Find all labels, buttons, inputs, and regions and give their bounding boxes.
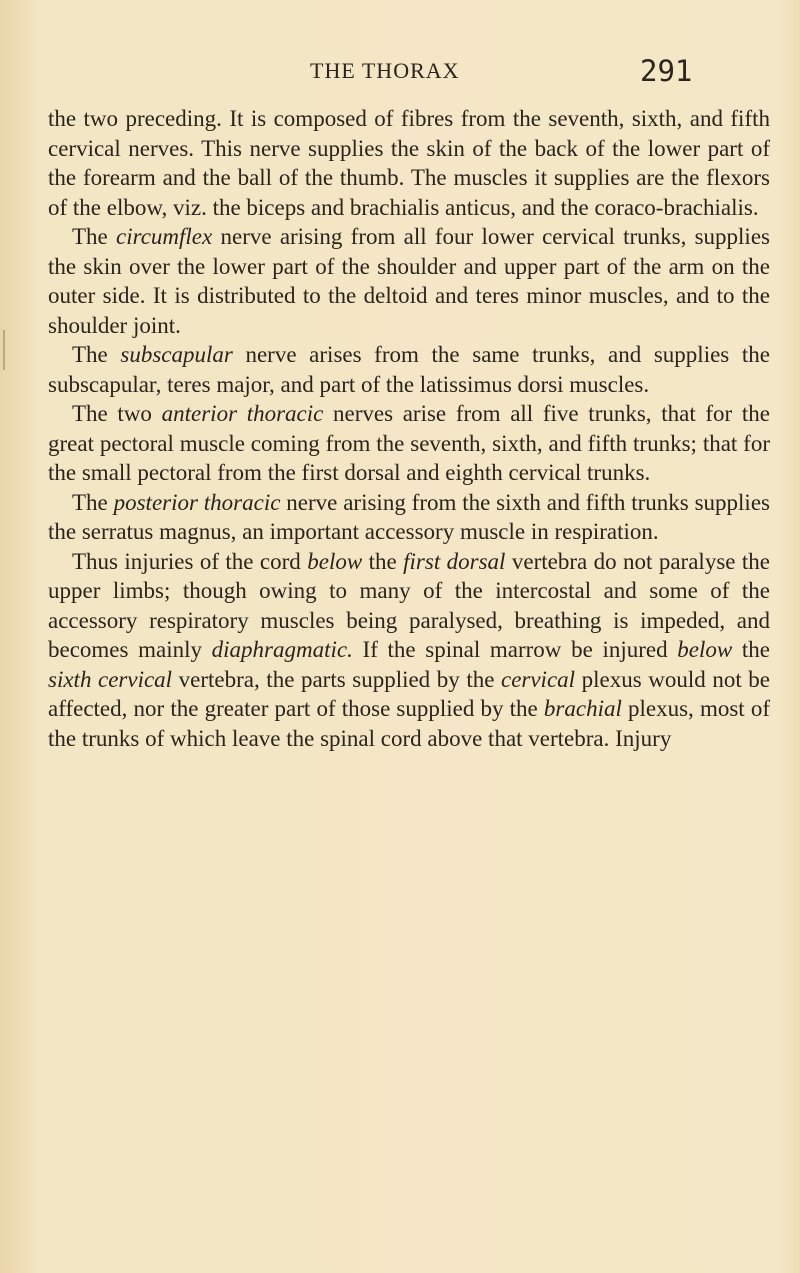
italic-term: below [307,548,363,574]
text-segment: The two [72,401,162,426]
page-header [0,54,800,98]
text-segment: the two preceding. It is composed of fibres from the seventh, sixth, and fifth cervical nerves. This nerve supplies the skin of the back of the lower part of the forearm and the ball of the thumb. The muscles it supplies are the flexors of the elbow, viz. the biceps and brachialis anticus, and the coraco-brachialis. [48,106,770,220]
text-segment: The [72,224,117,249]
italic-term: circumflex [116,224,213,249]
page-number: 291 [640,54,693,88]
paragraph [48,488,770,547]
paragraph [48,399,770,488]
text-segment: vertebra do not paralyse the upper limbs; though owing to many of the intercostal and some of the accessory respiratory muscles being paralysed, breathing is impeded, and becomes mainly [48,548,770,662]
italic-term: diaphragmatic. [211,637,353,662]
italic-term: brachial [543,696,622,721]
paragraph [48,340,770,399]
italic-term: anterior thoracic [161,401,324,426]
paragraph [48,547,770,754]
text-segment: the [732,637,770,662]
text-segment: The [72,342,121,367]
text-segment: plexus, most of the trunks of which leave the spinal cord above that vertebra. Injury [48,696,770,751]
text-segment: vertebra, the parts supplied by the [172,666,501,692]
text-segment: The [72,489,114,515]
italic-term: cervical [500,666,576,692]
body-text [48,104,770,753]
text-segment: nerve arising from all four lower cervical trunks, supplies the skin over the lower part of the shoulder and upper part of the arm on the outer side. It is distributed to the deltoid and teres minor muscles, and to the shoulder joint. [48,224,770,338]
italic-term: sixth cervical [48,666,173,692]
text-segment: nerve arising from the sixth and fifth trunks supplies the serratus magnus, an important accessory muscle in respiration. [48,489,770,544]
italic-term: posterior thoracic [113,489,281,515]
paragraph [48,104,770,222]
text-segment: nerve arises from the same trunks, and supplies the subscapular, teres major, and part of the latissimus dorsi muscles. [48,342,770,397]
text-segment: If the spinal marrow be injured [352,637,678,662]
italic-term: below [677,637,733,662]
page-edge-mark [3,330,5,370]
paragraph [48,222,770,340]
text-segment: plexus would not be affected, nor the greater part of those supplied by the [48,666,770,721]
italic-term: first dorsal [403,548,506,574]
running-head: THE THORAX [310,58,460,83]
text-segment: the [362,548,404,574]
text-segment: Thus injuries of the cord [72,548,308,574]
italic-term: subscapular [120,342,233,367]
text-segment: nerves arise from all five trunks, that for the great pectoral muscle coming from the seventh, sixth, and fifth trunks; that for the small pectoral from the first dorsal and eighth cervical trunks. [48,401,770,485]
